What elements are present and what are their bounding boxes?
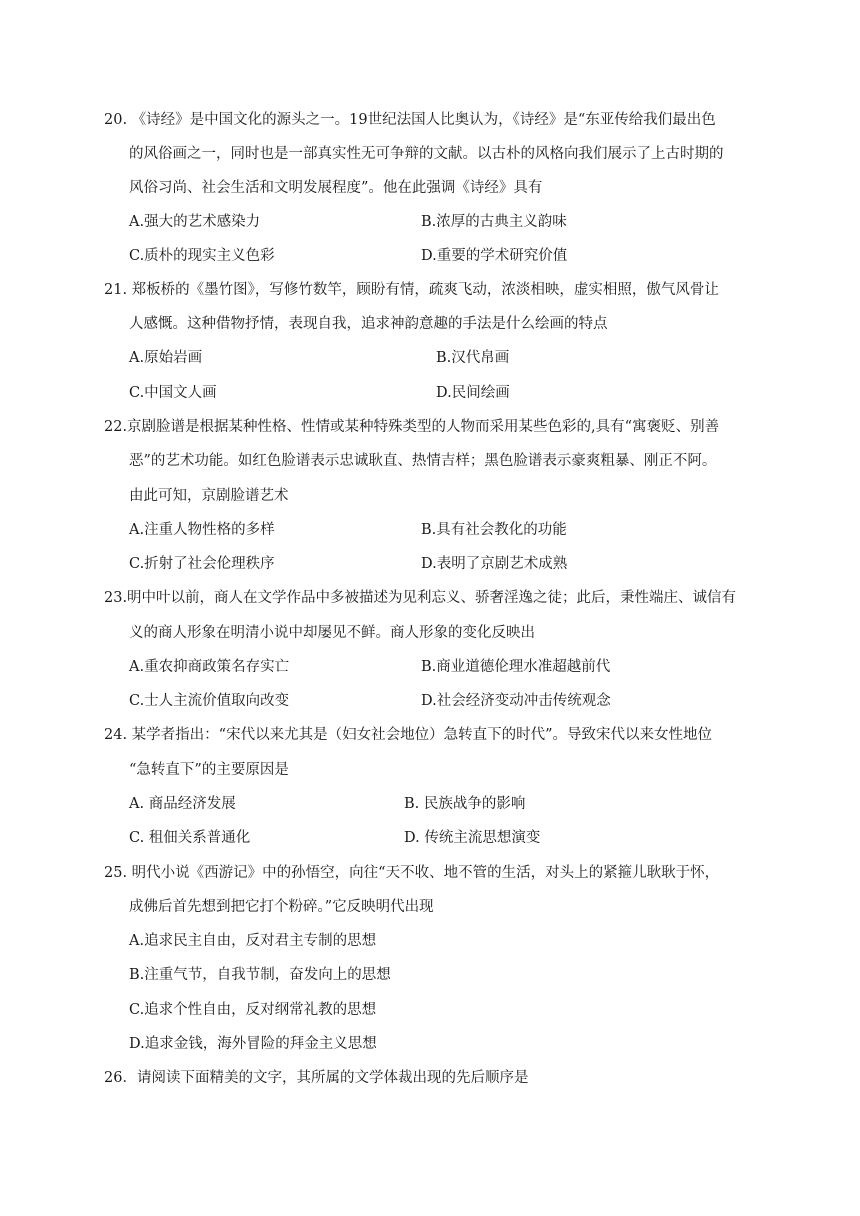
question-22-stem-line-1: 22.京剧脸谱是根据某种性格、性情或某种特殊类型的人物而采用某些色彩的,具有“寓褒贬、别善 <box>104 419 720 435</box>
question-24-option-c[interactable]: C. 租佃关系普通化 <box>129 830 251 846</box>
question-21-option-a[interactable]: A.原始岩画 <box>129 350 203 366</box>
question-25-stem-line-1: 25. 明代小说《西游记》中的孙悟空，向往“天不收、地不管的生活，对头上的紧箍儿耿耿于怀， <box>104 865 720 881</box>
question-21-stem-line-2: 人感慨。这种借物抒情，表现自我，追求神韵意趣的手法是什么绘画的特点 <box>129 316 608 332</box>
question-23-option-d[interactable]: D.社会经济变动冲击传统观念 <box>421 693 611 709</box>
question-20-option-c[interactable]: C.质朴的现实主义色彩 <box>129 248 275 264</box>
question-20-option-b[interactable]: B.浓厚的古典主义韵味 <box>421 214 567 230</box>
question-21-stem-line-1: 21. 郑板桥的《墨竹图》，写修竹数竿，顾盼有情，疏爽飞动，浓淡相映，虚实相照，傲气风骨让 <box>104 282 719 298</box>
question-23-option-b[interactable]: B.商业道德伦理水准超越前代 <box>421 659 611 675</box>
question-25-option-b[interactable]: B.注重气节，自我节制，奋发向上的思想 <box>129 967 391 983</box>
question-20-stem-line-3: 风俗习尚、社会生活和文明发展程度”。他在此强调《诗经》具有 <box>129 180 543 196</box>
question-21-option-b[interactable]: B.汉代帛画 <box>436 350 510 366</box>
question-24-option-d[interactable]: D. 传统主流思想演变 <box>404 830 541 846</box>
question-24-option-b[interactable]: B. 民族战争的影响 <box>404 796 526 812</box>
question-24-stem-line-1: 24. 某学者指出：“宋代以来尤其是（妇女社会地位）急转直下的时代”。导致宋代以来女性地位 <box>104 727 712 743</box>
question-24-option-a[interactable]: A. 商品经济发展 <box>129 796 236 812</box>
question-25-stem-line-2: 成佛后首先想到把它打个粉碎。”它反映明代出现 <box>129 899 434 915</box>
question-22-stem-line-2: 恶”的艺术功能。如红色脸谱表示忠诚耿直、热情吉样；黑色脸谱表示豪爽粗暴、刚正不阿。 <box>129 453 717 469</box>
question-22-stem-line-3: 由此可知，京剧脸谱艺术 <box>129 488 289 504</box>
question-21-option-c[interactable]: C.中国文人画 <box>129 385 217 401</box>
question-25-option-a[interactable]: A.追求民主自由，反对君主专制的思想 <box>129 933 377 949</box>
question-25-option-c[interactable]: C.追求个性自由，反对纲常礼教的思想 <box>129 1002 377 1018</box>
question-22-option-c[interactable]: C.折射了社会伦理秩序 <box>129 556 275 572</box>
question-20-stem-line-2: 的风俗画之一，同时也是一部真实性无可争辩的文献。以古朴的风格向我们展示了上古时期的 <box>129 146 724 162</box>
question-23-stem-line-2: 义的商人形象在明清小说中却屡见不鲜。商人形象的变化反映出 <box>129 625 535 641</box>
question-20-option-a[interactable]: A.强大的艺术感染力 <box>129 214 261 230</box>
question-22-option-d[interactable]: D.表明了京剧艺术成熟 <box>421 556 568 572</box>
question-22-option-a[interactable]: A.注重人物性格的多样 <box>129 522 275 538</box>
question-20-stem-line-1: 20. 《诗经》是中国文化的源头之一。19世纪法国人比奥认为，《诗经》是“东亚传给我们最出色 <box>104 112 716 128</box>
question-23-option-c[interactable]: C.士人主流价值取向改变 <box>129 693 290 709</box>
question-20-option-d[interactable]: D.重要的学术研究价值 <box>421 248 568 264</box>
question-25-option-d[interactable]: D.追求金钱，海外冒险的拜金主义思想 <box>129 1036 377 1052</box>
question-22-option-b[interactable]: B.具有社会教化的功能 <box>421 522 567 538</box>
question-23-stem-line-1: 23.明中叶以前，商人在文学作品中多被描述为见利忘义、骄奢淫逸之徒；此后，秉性端庄、诚信有 <box>104 590 737 606</box>
question-26-stem-line-1: 26．请阅读下面精美的文字，其所属的文学体裁出现的先后顺序是 <box>104 1070 529 1086</box>
question-23-option-a[interactable]: A.重农抑商政策名存实亡 <box>129 659 290 675</box>
question-24-stem-line-2: “急转直下”的主要原因是 <box>129 762 289 778</box>
question-21-option-d[interactable]: D.民间绘画 <box>436 385 510 401</box>
